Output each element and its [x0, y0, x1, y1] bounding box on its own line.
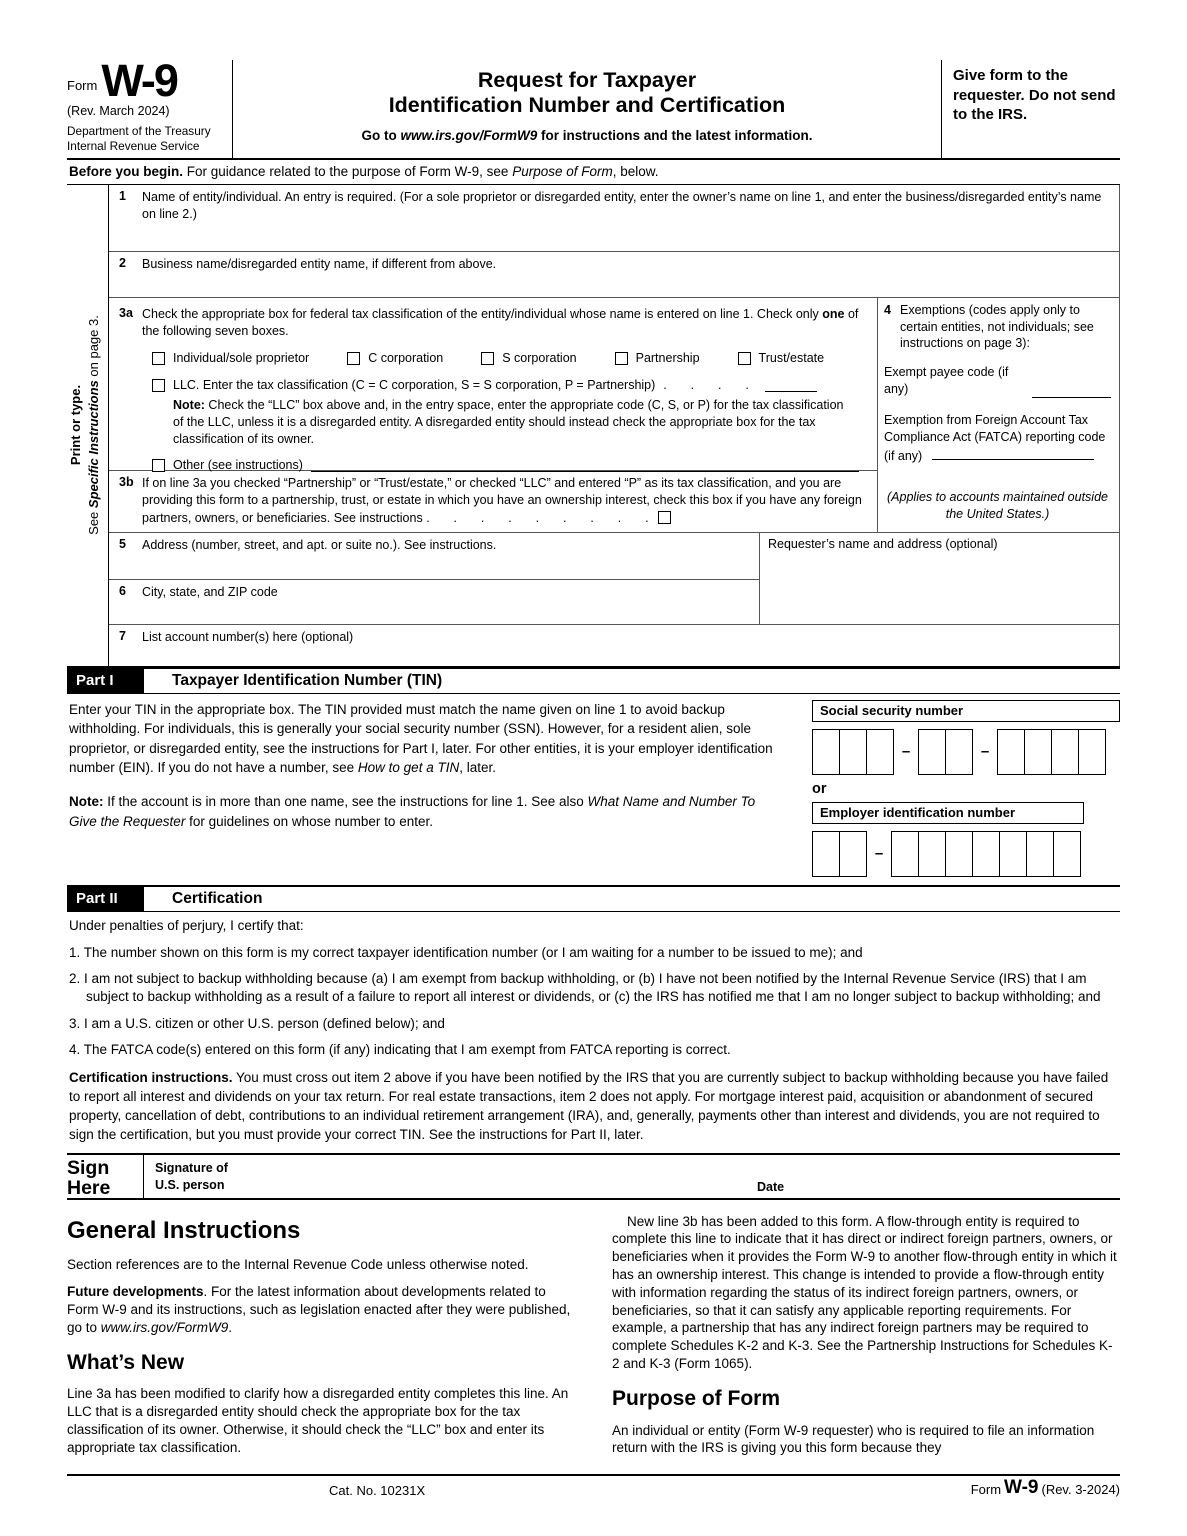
tin-dash-separator: – — [980, 743, 990, 761]
us-person-label: U.S. person — [155, 1178, 225, 1193]
general-instructions-title: General Instructions — [67, 1216, 301, 1244]
form-title-line1: Request for Taxpayer — [477, 68, 697, 92]
line3b-foreign-row — [109, 470, 877, 532]
part1-body — [67, 694, 1120, 885]
tin-digit-box[interactable] — [918, 831, 946, 877]
checkbox-c-corporation[interactable] — [347, 352, 360, 365]
line6-label[interactable]: City, state, and ZIP code — [142, 584, 278, 599]
certification-item-4: 4. The FATCA code(s) entered on this form (if any) indicating that I am exempt from FATCA reporting is correct. — [69, 1041, 731, 1057]
line3b-number: 3b — [119, 474, 134, 489]
part2-badge: Part II — [67, 887, 144, 911]
date-label: Date — [757, 1179, 785, 1194]
tin-digit-box[interactable] — [1024, 729, 1052, 775]
line1-number: 1 — [119, 188, 126, 203]
line5-number: 5 — [119, 536, 126, 551]
footer-form-word: Form — [970, 1482, 1002, 1498]
line2-business-row — [109, 251, 1119, 297]
checkbox-partnership[interactable] — [615, 352, 628, 365]
give-form-note: Give form to the requester. Do not send to the IRS. — [953, 67, 1116, 123]
tin-digit-box[interactable] — [812, 831, 840, 877]
certification-item-1: 1. The number shown on this form is my correct taxpayer identification number (or I am waiting for a number to be issued to me); and — [69, 944, 863, 960]
line1-label[interactable]: Name of entity/individual. An entry is required. (For a sole proprietor or disregarded entity, enter the owner’s name on line 1, and enter the business/disregarded entity’s name on line 2.) — [142, 189, 1102, 221]
line6-city-row — [109, 579, 759, 624]
requester-label: Requester’s name and address (optional) — [768, 536, 998, 551]
whats-new-paragraph: Line 3a has been modified to clarify how a disregarded entity completes this line. An LLC that is a disregarded entity should check the appropriate box for the tax classification of its owner. Otherwise, it should check the “LLC” box and enter its appropriate tax classification. — [67, 1386, 569, 1455]
instructions-right-column — [612, 1213, 1120, 1467]
llc-label: LLC. Enter the tax classification (C = C corporation, S = S corporation, P = Partnership) — [173, 378, 656, 393]
signature-input-area[interactable] — [327, 1161, 707, 1195]
option-trust-estate — [738, 351, 825, 365]
ssn-boxes — [812, 729, 1120, 775]
option-individual — [152, 351, 309, 365]
tin-digit-box[interactable] — [839, 729, 867, 775]
requester-name-address-cell[interactable] — [759, 533, 1119, 624]
fatca-code-entry[interactable] — [932, 446, 1094, 460]
line3b-dot-leader: . . . . . . . . . — [426, 510, 651, 525]
part2-title: Certification — [172, 889, 263, 907]
service-line: Internal Revenue Service — [67, 138, 200, 153]
part2-header — [67, 885, 1120, 912]
tin-digit-box[interactable] — [945, 729, 973, 775]
sign-word: Sign — [67, 1156, 110, 1179]
future-developments-paragraph: Future developments. For the latest information about developments related to Form W-9 and its instructions, such as legislation enacted after they were published, go to www.irs.gov/FormW9. — [67, 1284, 571, 1335]
tin-digit-box[interactable] — [839, 831, 867, 877]
option-partnership — [615, 351, 700, 365]
certification-item-2: 2. I am not subject to backup withholding because (a) I am exempt from backup withholding, or (b) I have not been notified by the Internal Revenue Service (IRS) that I am subject to backup withholding as a result of a failure to report all interest or dividends, or (c) the IRS has notified me that I am no longer subject to backup withholding; and — [69, 971, 1101, 1005]
line3b-label: If on line 3a you checked “Partnership” or “Trust/estate,” or checked “LLC” and entered “P” as its tax classification, and you are providing this form to a partnership, trust, or estate in which you have an ownership interest, check this box if you have any foreign partners, owners, or beneficiaries. See instructions — [142, 475, 862, 525]
option-s-corporation — [481, 351, 576, 365]
line4-exemptions-cell — [877, 298, 1119, 532]
form-word: Form — [67, 78, 98, 94]
checkbox-3b-foreign[interactable] — [658, 511, 671, 524]
form-number: W-9 — [101, 55, 177, 106]
tin-digit-box[interactable] — [1051, 729, 1079, 775]
line1-name-row — [109, 185, 1119, 251]
tin-digit-box[interactable] — [997, 729, 1025, 775]
tin-digit-box[interactable] — [891, 831, 919, 877]
page-footer — [67, 1474, 1120, 1504]
checkbox-trust-estate[interactable] — [738, 352, 751, 365]
llc-dot-leader: . . . . — [663, 378, 751, 393]
new-line-3b-paragraph: New line 3b has been added to this form. A flow-through entity is required to complete this line to indicate that it has direct or indirect foreign partners, owners, or beneficiaries when it provides the Form W-9 to another flow-through entity in which it has an ownership interest. This change is intended to provide a flow-through entity with information regarding the status of its indirect foreign partners, owners, or beneficiaries, so that it can satisfy any applicable reporting requirements. For example, a partnership that has any indirect foreign partners may be required to complete Schedules K-2 and K-3. See the Partnership Instructions for Schedules K-2 and K-3 (Form 1065). — [612, 1213, 1117, 1372]
fatca-label: Exemption from Foreign Account Tax Compliance Act (FATCA) reporting code (if any) — [884, 413, 1106, 463]
line2-number: 2 — [119, 255, 126, 270]
tin-entry-area — [804, 700, 1120, 877]
exempt-payee-entry[interactable] — [1032, 384, 1111, 398]
goto-instructions: Go to www.irs.gov/FormW9 for instructions and the latest information. — [361, 127, 813, 143]
form-header — [67, 55, 1120, 160]
tin-digit-box[interactable] — [812, 729, 840, 775]
here-word: Here — [67, 1177, 111, 1200]
tin-digit-box[interactable] — [1053, 831, 1081, 877]
line3a-label: Check the appropriate box for federal tax classification of the entity/individual whose name is entered on line 1. Check only one of the following seven boxes. — [142, 306, 859, 338]
checkbox-s-corporation[interactable] — [481, 352, 494, 365]
purpose-of-form-title: Purpose of Form — [612, 1386, 781, 1410]
llc-classification-entry[interactable] — [765, 378, 817, 392]
line7-number: 7 — [119, 628, 126, 643]
other-label: Other (see instructions) — [173, 458, 303, 473]
print-or-type-sidebar — [67, 185, 109, 666]
form-id-block — [67, 55, 232, 158]
tin-digit-box[interactable] — [999, 831, 1027, 877]
tin-digit-box[interactable] — [866, 729, 894, 775]
part1-header — [67, 667, 1120, 694]
certification-instructions: Certification instructions. You must cross out item 2 above if you have been notified by the IRS that you are currently subject to backup withholding because you have failed to report all interest and dividends on your tax return. For real estate transactions, item 2 does not apply. For mortgage interest paid, acquisition or abandonment of secured property, cancellation of debt, contributions to an individual retirement arrangement (IRA), and, generally, payments other than interest and dividends, you are not required to sign the certification, but you must provide your correct TIN. See the instructions for Part II, later. — [69, 1070, 1109, 1142]
line7-label[interactable]: List account number(s) here (optional) — [142, 629, 354, 644]
ein-boxes — [812, 831, 1120, 877]
part2-body — [67, 912, 1120, 1153]
option-c-corporation-label: C corporation — [368, 351, 444, 366]
tin-digit-box[interactable] — [945, 831, 973, 877]
see-instructions-label: See Specific Instructions on page 3. — [85, 314, 101, 535]
form-fields-grid — [67, 185, 1120, 667]
applies-note: (Applies to accounts maintained outside the United States.) — [887, 489, 1108, 522]
part1-title: Taxpayer Identification Number (TIN) — [172, 671, 443, 689]
form-title-line2: Identification Number and Certification — [388, 93, 786, 118]
before-you-begin: Before you begin. For guidance related to the purpose of Form W-9, see Purpose of Form, below. — [67, 160, 1120, 185]
part1-badge: Part I — [67, 669, 144, 693]
tin-dash-separator: – — [874, 845, 884, 863]
option-trust-estate-label: Trust/estate — [758, 351, 825, 366]
tin-instructions-paragraph: Enter your TIN in the appropriate box. The TIN provided must match the name given on line 1 to avoid backup withholding. For individuals, this is generally your social security number (SSN). However, for a resident alien, sole proprietor, or disregarded entity, see the instructions for Part I, later. For other entities, it is your employer identification number (EIN). If you do not have a number, see How to get a TIN, later. — [69, 701, 773, 776]
purpose-paragraph: An individual or entity (Form W-9 requester) who is required to file an information return with the IRS is giving you this form because they — [612, 1422, 1095, 1456]
line2-label[interactable]: Business name/disregarded entity name, if different from above. — [142, 256, 497, 271]
footer-revision: (Rev. 3-2024) — [1041, 1482, 1120, 1498]
checkbox-individual[interactable] — [152, 352, 165, 365]
line4-label: Exemptions (codes apply only to certain entities, not individuals; see instructions on page 3): — [900, 302, 1094, 351]
ein-label: Employer identification number — [812, 802, 1084, 824]
exempt-payee-label: Exempt payee code (if any) — [884, 365, 1009, 397]
print-or-type-label: Print or type. — [68, 384, 83, 465]
section-references-paragraph: Section references are to the Internal Revenue Code unless otherwise noted. — [67, 1257, 529, 1273]
catalog-number: Cat. No. 10231X — [329, 1483, 426, 1499]
tin-digit-box[interactable] — [918, 729, 946, 775]
line3a-classification-row — [109, 298, 877, 473]
form-title-block — [232, 60, 942, 158]
certification-intro: Under penalties of perjury, I certify that: — [69, 917, 304, 933]
line7-account-row — [109, 624, 1119, 666]
line3a-number: 3a — [119, 305, 133, 320]
line6-number: 6 — [119, 583, 126, 598]
signature-of-label: Signature of — [155, 1160, 228, 1175]
line4-number: 4 — [884, 302, 891, 317]
tin-digit-box[interactable] — [1026, 831, 1054, 877]
line5-label[interactable]: Address (number, street, and apt. or suite no.). See instructions. — [142, 537, 497, 552]
checkbox-llc[interactable] — [152, 379, 165, 392]
option-s-corporation-label: S corporation — [502, 351, 577, 366]
tin-dash-separator: – — [901, 743, 911, 761]
instructions-left-column — [67, 1213, 575, 1467]
signature-section — [67, 1153, 1120, 1200]
tin-note-paragraph: Note: If the account is in more than one name, see the instructions for line 1. See also What Name and Number To Give the Requester for guidelines on whose number to enter. — [69, 793, 756, 829]
tin-digit-box[interactable] — [972, 831, 1000, 877]
option-c-corporation — [347, 351, 443, 365]
department-line: Department of the Treasury — [67, 124, 211, 139]
option-partnership-label: Partnership — [635, 351, 700, 366]
instructions-columns — [67, 1213, 1120, 1467]
whats-new-title: What’s New — [67, 1350, 185, 1374]
or-label: or — [812, 780, 827, 797]
line5-address-row — [109, 533, 759, 579]
llc-note: Note: Check the “LLC” box above and, in the entry space, enter the appropriate code (C, S, or P) for the tax classification of the LLC, unless it is a disregarded entity. A disregarded entity should instead check the appropriate box for the tax classification of its owner. — [173, 398, 844, 447]
tin-digit-box[interactable] — [1078, 729, 1106, 775]
ssn-label: Social security number — [812, 700, 1120, 722]
footer-form-number: W-9 — [1004, 1477, 1039, 1499]
certification-item-3: 3. I am a U.S. citizen or other U.S. person (defined below); and — [69, 1015, 445, 1031]
option-individual-label: Individual/sole proprietor — [173, 351, 310, 366]
form-revision: (Rev. March 2024) — [67, 104, 170, 119]
